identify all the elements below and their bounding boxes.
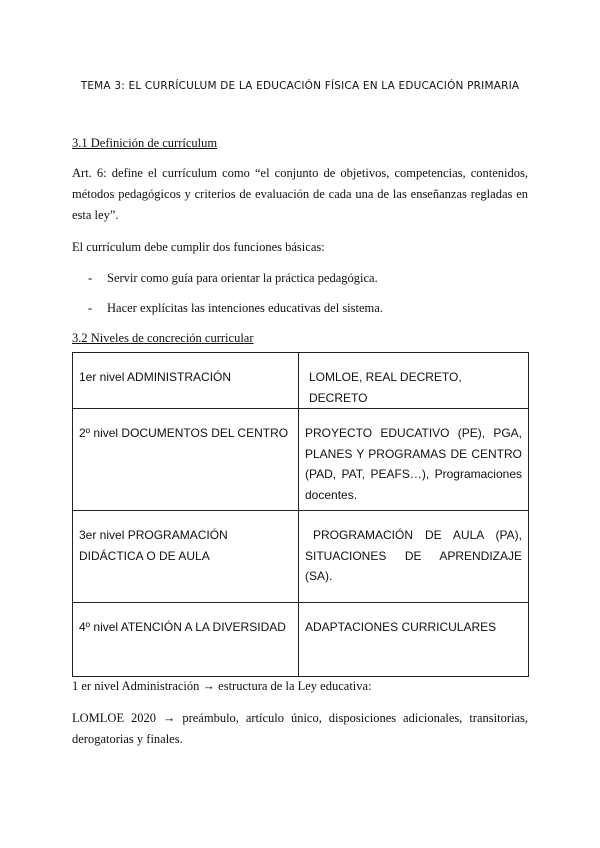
table-cell-level: 2º nivel DOCUMENTOS DEL CENTRO (73, 409, 299, 511)
document-title: TEMA 3: EL CURRÍCULUM DE LA EDUCACIÓN FÍSICA EN LA EDUCACIÓN PRIMARIA (80, 80, 520, 92)
table-cell-content: LOMLOE, REAL DECRETO, DECRETO (299, 353, 529, 409)
list-item: Hacer explícitas las intenciones educativas del sistema. (107, 301, 383, 315)
section-heading-levels: 3.2 Niveles de concreción curricular (72, 331, 254, 345)
table-row (73, 409, 529, 511)
lomloe-structure-line: LOMLOE 2020 → preámbulo, artículo único, disposiciones adicionales, transitorias, derogatorias y finales. (72, 711, 528, 746)
table-cell-level: 1er nivel ADMINISTRACIÓN (73, 353, 299, 409)
list-bullet: - (88, 271, 93, 285)
definition-paragraph: Art. 6: define el currículum como “el conjunto de objetivos, competencias, contenidos, métodos pedagógicos y criterios de evaluación de cada una de las enseñanzas regladas en esta ley”. (72, 166, 528, 222)
list-bullet: - (88, 301, 93, 315)
functions-intro: El currículum debe cumplir dos funciones básicas: (72, 240, 325, 254)
section-heading-definition: 3.1 Definición de currículum (72, 136, 218, 150)
table-row (73, 603, 529, 677)
table-cell-content: PROYECTO EDUCATIVO (PE), PGA, PLANES Y PROGRAMAS DE CENTRO (PAD, PAT, PEAFS…), Programaciones docentes. (299, 409, 529, 511)
list-item: Servir como guía para orientar la práctica pedagógica. (107, 271, 378, 285)
table-row (73, 511, 529, 603)
admin-structure-line: 1 er nivel Administración → estructura de la Ley educativa: (72, 679, 372, 693)
table-cell-level: 4º nivel ATENCIÓN A LA DIVERSIDAD (73, 603, 299, 677)
table-cell-level: 3er nivel PROGRAMACIÓN DIDÁCTICA O DE AULA (73, 511, 299, 603)
curricular-levels-table (72, 352, 529, 677)
table-row (73, 353, 529, 409)
table-cell-content: ADAPTACIONES CURRICULARES (299, 603, 529, 677)
table-cell-content: PROGRAMACIÓN DE AULA (PA), SITUACIONES DE APRENDIZAJE (SA). (299, 511, 529, 603)
